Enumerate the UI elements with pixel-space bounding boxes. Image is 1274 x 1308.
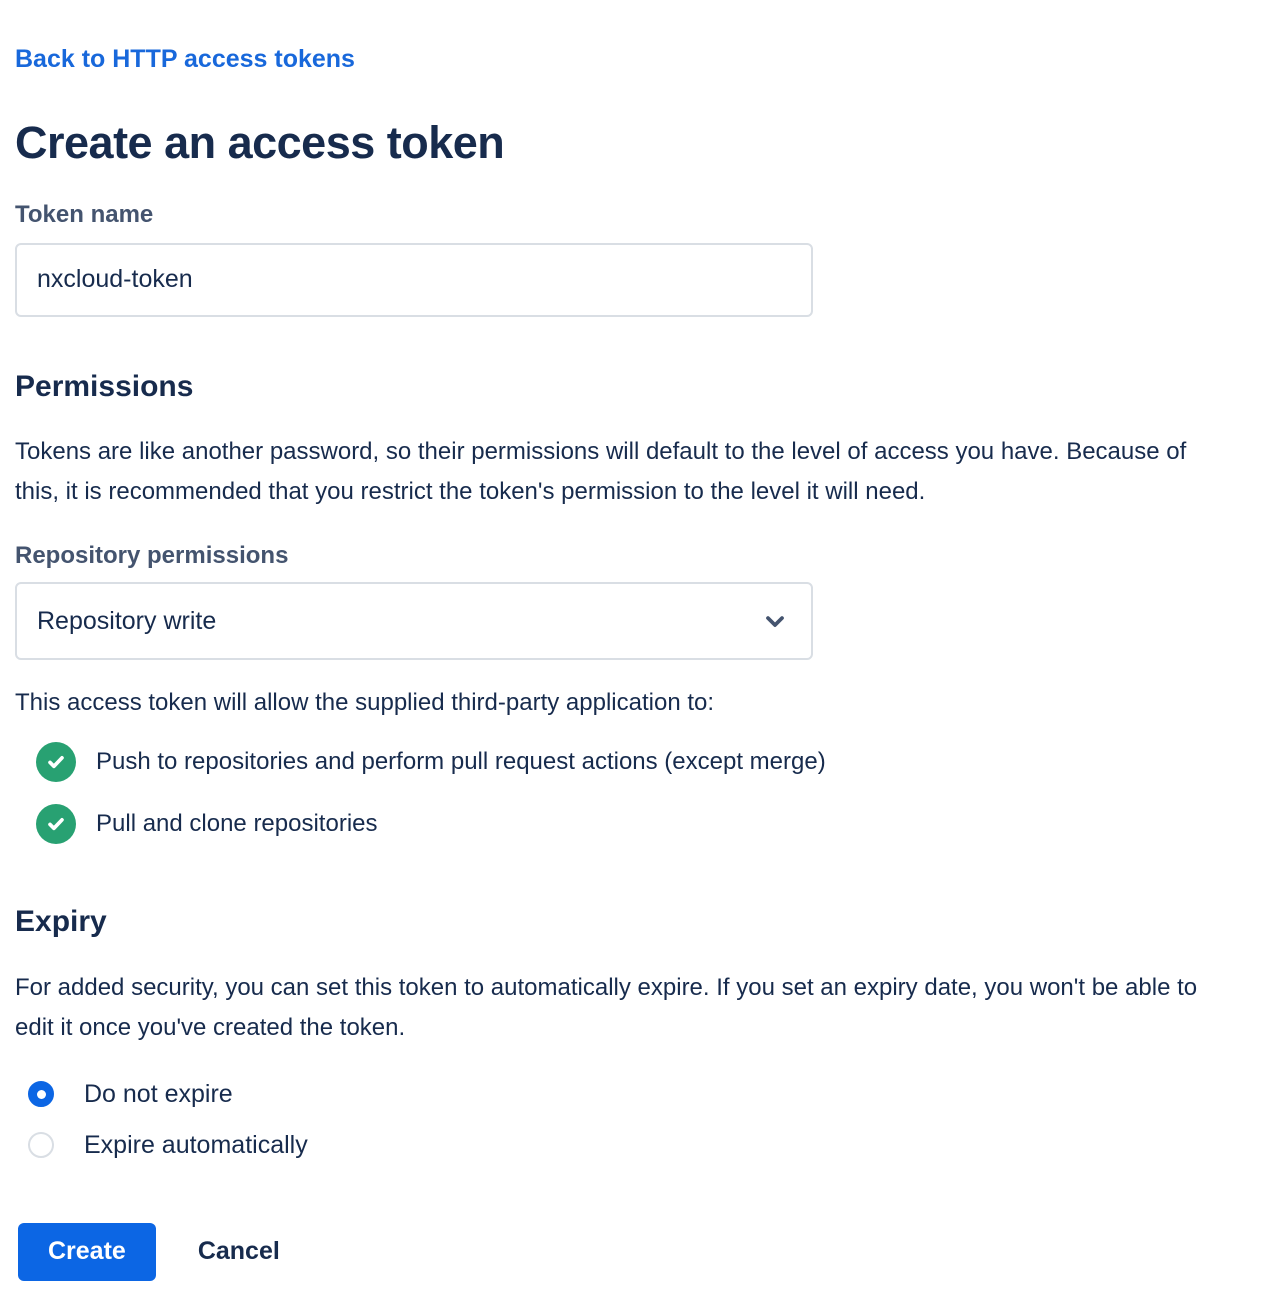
grant-row (36, 742, 1259, 782)
permissions-heading: Permissions (15, 369, 194, 403)
expiry-heading: Expiry (15, 905, 107, 938)
cancel-button[interactable]: Cancel (197, 1237, 280, 1265)
allow-intro-text: This access token will allow the supplied third-party application to: (15, 689, 715, 716)
radio-label: Expire automatically (84, 1130, 308, 1159)
radio-unselected-icon[interactable] (28, 1132, 54, 1158)
grant-row (36, 804, 1259, 844)
expiry-description: For added security, you can set this token to automatically expire. If you set an expiry date, you won't be able to edit it once you've created the token. (15, 973, 1198, 1041)
radio-selected-icon[interactable] (28, 1081, 54, 1107)
token-name-label: Token name (15, 200, 154, 228)
token-name-input[interactable] (15, 243, 813, 317)
permissions-description: Tokens are like another password, so their permissions will default to the level of access you have. Because of this, it is recommended that you restrict the token's permission to the level it will need. (15, 438, 1187, 505)
back-to-http-access-tokens-link[interactable]: Back to HTTP access tokens (15, 45, 355, 73)
page-title: Create an access token (15, 116, 505, 168)
create-button[interactable]: Create (18, 1223, 156, 1281)
radio-option-expire-automatically[interactable] (28, 1131, 1259, 1160)
radio-label: Do not expire (84, 1079, 233, 1108)
check-icon (36, 742, 76, 782)
repository-permissions-selected-value: Repository write (37, 606, 217, 635)
repository-permissions-select[interactable] (15, 582, 813, 660)
form-actions (18, 1223, 1259, 1281)
check-icon (36, 804, 76, 844)
chevron-down-icon (761, 607, 789, 635)
repository-permissions-label: Repository permissions (15, 542, 289, 569)
grant-text: Pull and clone repositories (96, 810, 378, 837)
radio-option-do-not-expire[interactable] (28, 1080, 1259, 1109)
grant-text: Push to repositories and perform pull request actions (except merge) (96, 748, 826, 775)
